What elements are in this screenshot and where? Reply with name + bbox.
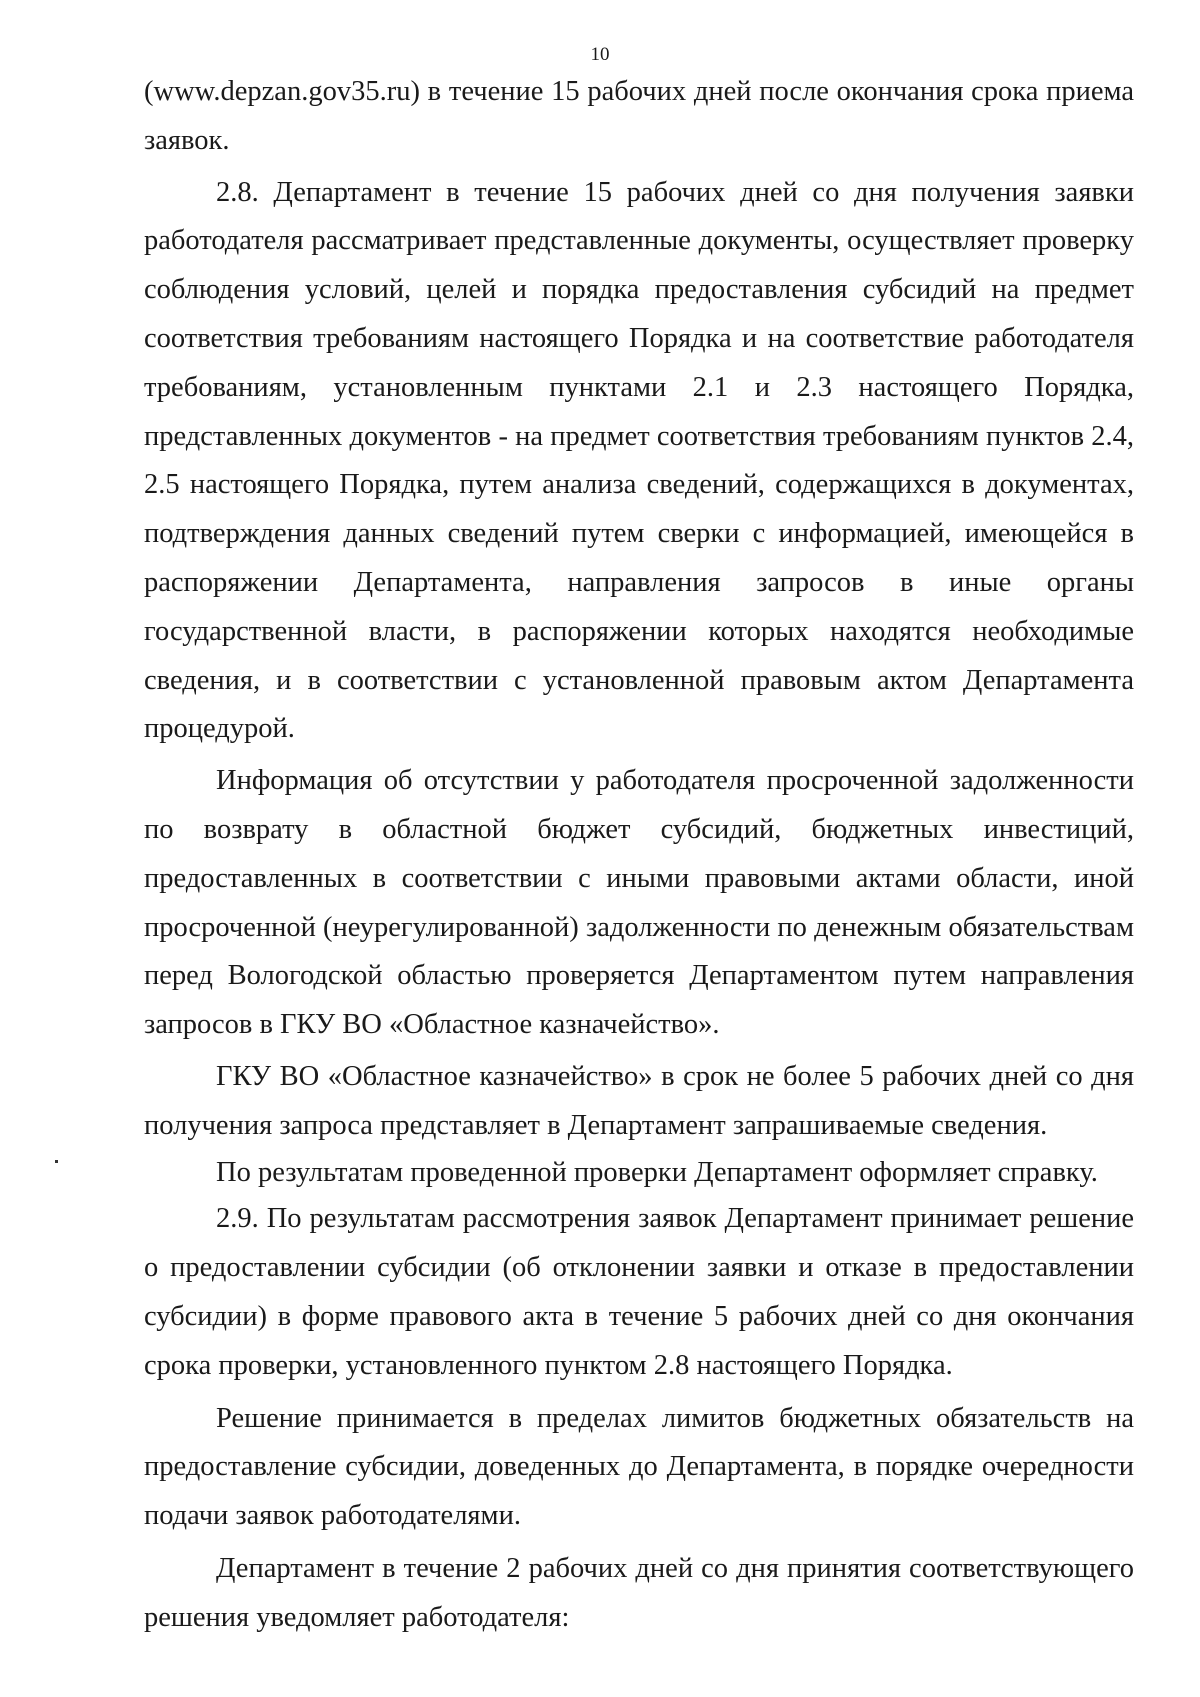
paragraph-notification: Департамент в течение 2 рабочих дней со дня принятия соответствующего решения уведомляет работодателя: bbox=[144, 1552, 1134, 1633]
paragraph-limits: Решение принимается в пределах лимитов бюджетных обязательств на предоставление субсидии, доведенных до Департамента, в порядке очередности подачи заявок работодателями. bbox=[144, 1402, 1134, 1532]
scan-dot bbox=[55, 1160, 58, 1163]
paragraph-continuation: (www.depzan.gov35.ru) в течение 15 рабочих дней после окончания срока приема заявок. bbox=[144, 76, 1134, 156]
paragraph-debt-info: Информация об отсутствии у работодателя просроченной задолженности по возврату в областной бюджет субсидий, бюджетных инвестиций, предоставленных в соответствии с иными правовыми актами области, иной просроченной (неурегулированной) задолженности по денежным обязательствам перед Вологодской областью проверяется Департаментом путем направления запросов в ГКУ ВО «Областное казначейство». bbox=[144, 765, 1134, 1041]
paragraph-2-9: 2.9. По результатам рассмотрения заявок Департамент принимает решение о предоставлении субсидии (об отклонении заявки и отказе в предоставлении субсидии) в форме правового акта в течение 5 рабочих дней со дня окончания срока проверки, установленного пунктом 2.8 настоящего Порядка. bbox=[144, 1203, 1134, 1381]
document-body bbox=[144, 68, 1134, 1643]
paragraph-2-8: 2.8. Департамент в течение 15 рабочих дней со дня получения заявки работодателя рассматривает представленные документы, осуществляет проверку соблюдения условий, целей и порядка предоставления субсидий на предмет соответствия требованиям настоящего Порядка и на соответствие работодателя требованиям, установленным пунктами 2.1 и 2.3 настоящего Порядка, представленных документов - на предмет соответствия требованиям пунктов 2.4, 2.5 настоящего Порядка, путем анализа сведений, содержащихся в документах, подтверждения данных сведений путем сверки с информацией, имеющейся в распоряжении Департамента, направления запросов в иные органы государственной власти, в распоряжении которых находятся необходимые сведения, и в соответствии с установленной правовым актом Департамента процедурой. bbox=[144, 176, 1134, 745]
paragraph-certificate: По результатам проведенной проверки Департамент оформляет справку. bbox=[216, 1156, 1098, 1188]
paragraph-treasury: ГКУ ВО «Областное казначейство» в срок не более 5 рабочих дней со дня получения запроса представляет в Департамент запрашиваемые сведения. bbox=[144, 1060, 1134, 1141]
page-number: 10 bbox=[590, 44, 610, 65]
